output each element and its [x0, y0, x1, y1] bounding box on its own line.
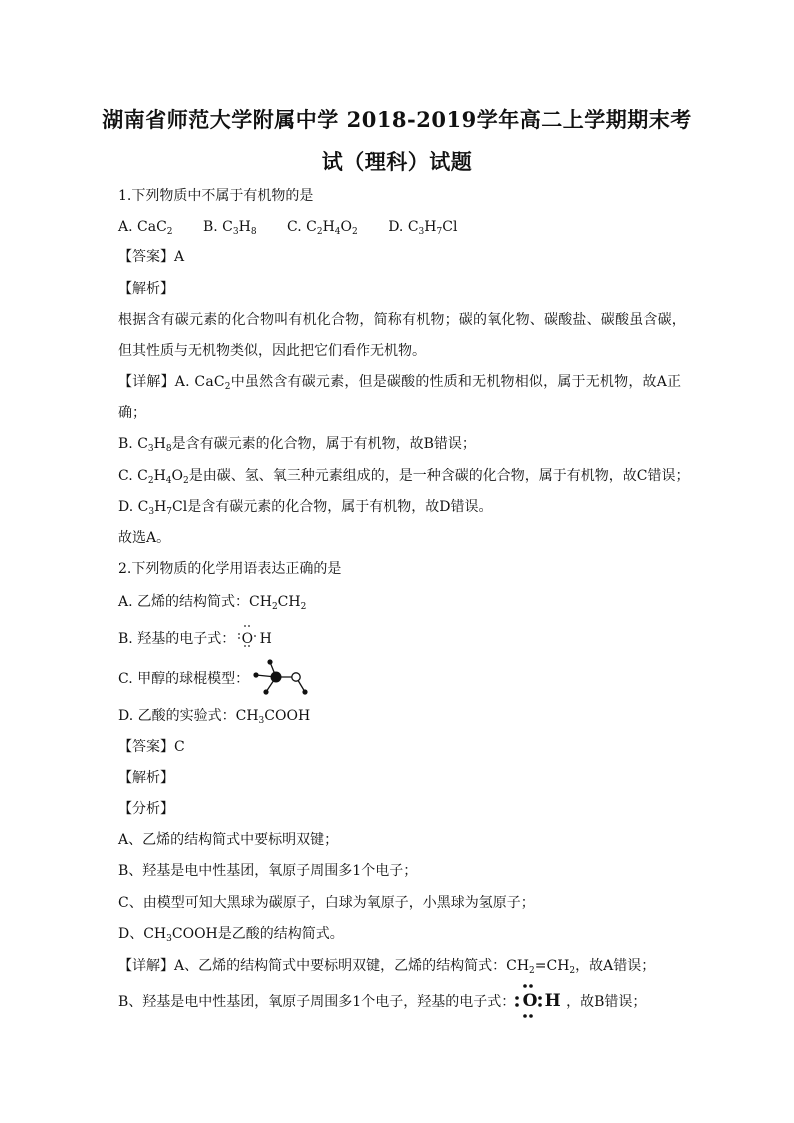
oxygen-atom [292, 673, 300, 681]
q2-detail-a: 【详解】A、乙烯的结构简式中要标明双键，乙烯的结构简式：$CH_2=CH_2$，故A错误； [118, 958, 656, 976]
hydrogen-atom [253, 672, 258, 677]
q2-fenxi-a: A、乙烯的结构简式中要标明双键； [118, 832, 339, 848]
q1-answer: 【答案】A [118, 249, 185, 265]
q1-option-d: D. $C_3H_7Cl$ [388, 219, 458, 237]
q1-detail-b: B. $C_3H_8$是含有碳元素的化合物，属于有机物，故B错误； [118, 436, 476, 454]
q1-detail-c: C. $C_2H_4O_2$是由碳、氢、氧三种元素组成的，是一种含碳的化合物，属于有机物，故C错误； [118, 468, 690, 486]
q1-detail-a-line-2: 确； [118, 405, 146, 421]
q2-option-a: A. 乙烯的结构简式：$CH_2CH_2$ [118, 594, 307, 612]
q1-conclusion: 故选A。 [118, 530, 171, 546]
q1-analysis-label: 【解析】 [118, 281, 174, 297]
q2-option-c: C. 甲醇的球棍模型： [118, 671, 250, 687]
q2-fenxi-b: B、羟基是电中性基团，氧原子周围多1个电子； [118, 863, 418, 879]
hydrogen-atom [302, 689, 307, 694]
q1-detail-a-line-1: 【详解】A. CaC$_2$中虽然含有碳元素，但是碳酸的性质和无机物相似，属于无机物，故A正 [118, 374, 682, 392]
q1-stem: 1.下列物质中不属于有机物的是 [118, 188, 314, 204]
q2-fenxi-label: 【分析】 [118, 801, 174, 817]
q1-detail-d: D. $C_3H_7Cl$是含有碳元素的化合物，属于有机物，故D错误。 [118, 499, 493, 517]
document-title-line-1: 湖南省师范大学附属中学 2018-2019学年高二上学期期末考 [102, 107, 692, 132]
document-title-line-2: 试（理科）试题 [321, 149, 473, 174]
hydrogen-atom [263, 689, 268, 694]
methanol-ball-stick-model [248, 656, 314, 700]
hydrogen-atom [267, 659, 272, 664]
carbon-atom [271, 672, 282, 683]
q2-fenxi-d: D、$CH_3COOH$是乙酸的结构简式。 [118, 926, 344, 944]
hydroxyl-electron-dot-small: O H [240, 629, 280, 649]
q1-options [118, 217, 483, 237]
q2-detail-b: B、羟基是电中性基团，氧原子周围多1个电子，羟基的电子式： O H ，故B错误； [118, 992, 646, 1012]
q1-option-a: A. CaC$_2$ [118, 219, 173, 237]
q2-analysis-label: 【解析】 [118, 770, 174, 786]
q2-fenxi-c: C、由模型可知大黑球为碳原子，白球为氧原子，小黑球为氢原子； [118, 895, 535, 911]
hydroxyl-electron-dot-large: O H [520, 992, 562, 1012]
q1-analysis-line-2: 但其性质与无机物类似，因此把它们看作无机物。 [118, 343, 426, 359]
q2-option-d: D. 乙酸的实验式：$CH_3COOH$ [118, 708, 311, 726]
q2-stem: 2.下列物质的化学用语表达正确的是 [118, 561, 342, 577]
q1-analysis-line-1: 根据含有碳元素的化合物叫有机化合物，简称有机物；碳的氧化物、碳酸盐、碳酸虽含碳， [118, 312, 686, 328]
q1-option-b: B. $C_3H_8$ [202, 219, 257, 237]
q1-option-c: C. $C_2H_4O_2$ [287, 219, 358, 237]
q2-answer: 【答案】C [118, 739, 185, 755]
q2-option-b: B. 羟基的电子式： O H [118, 629, 280, 649]
